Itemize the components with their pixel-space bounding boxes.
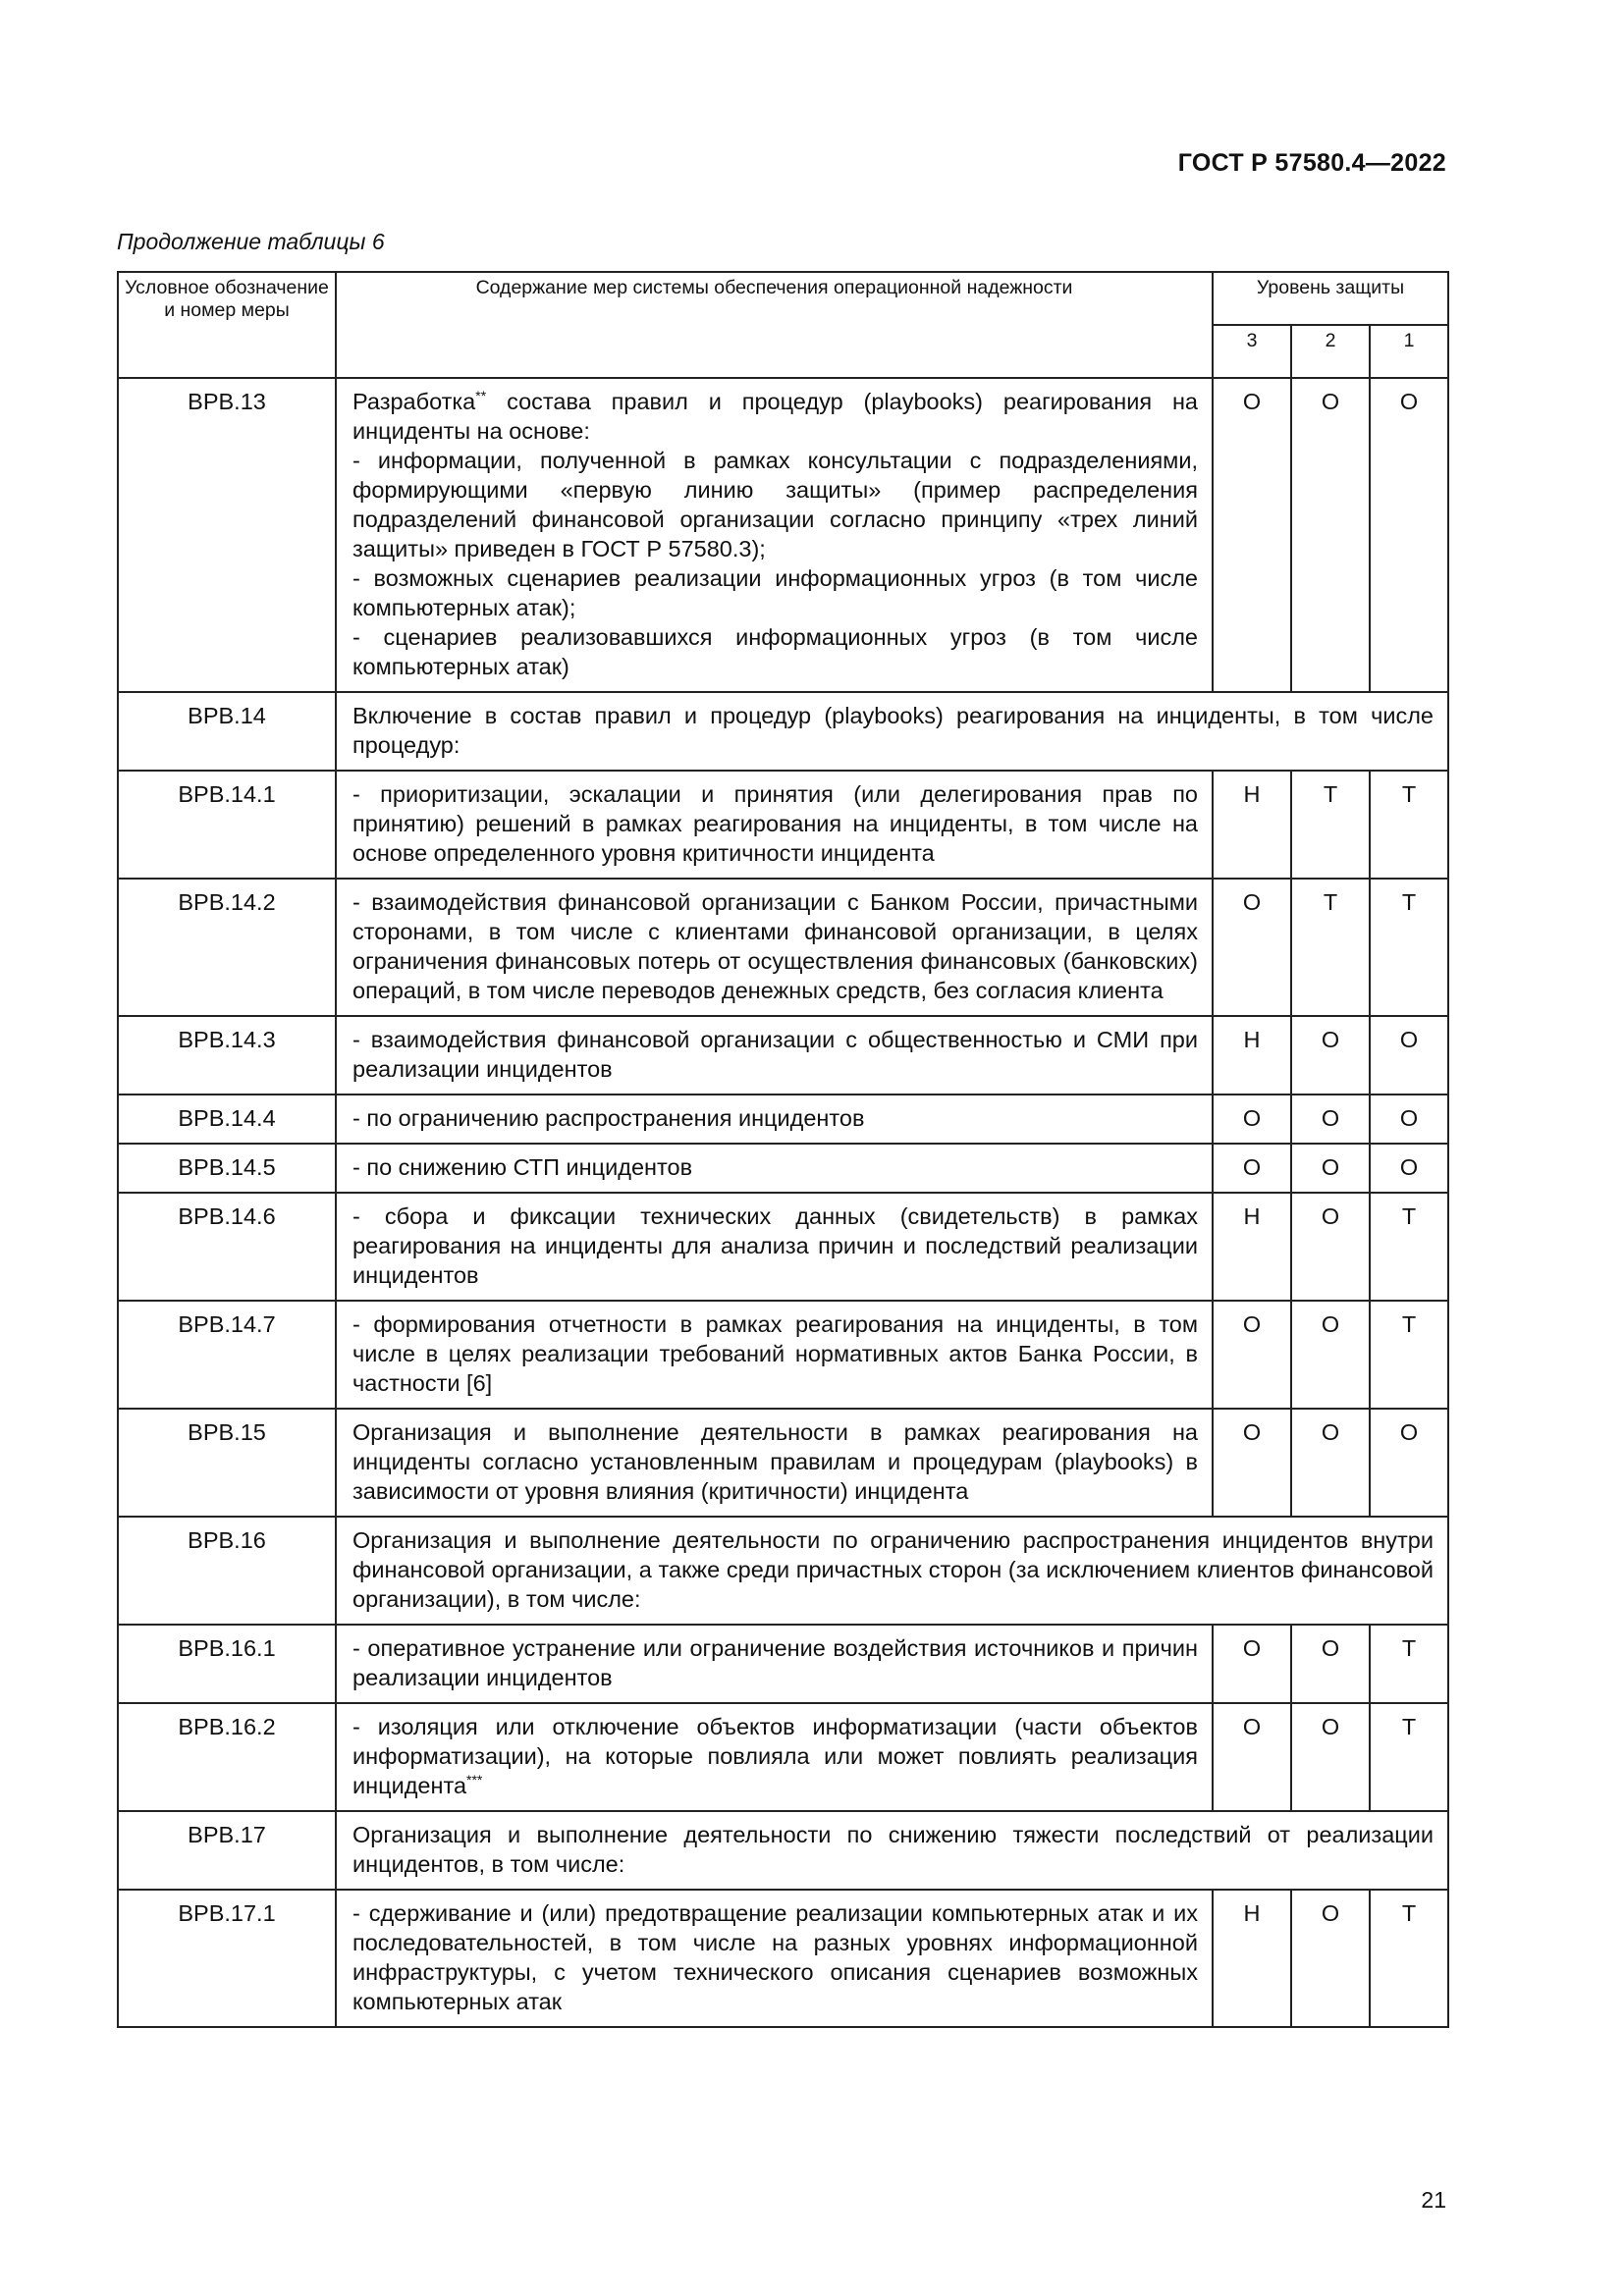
measure-text: - изоляция или отключение объектов информатизации (части объектов информатизации), на которые повлияла или может повлиять реализация инцидента [352,1714,1198,1798]
measure-text: - формирования отчетности в рамках реагирования на инциденты, в том числе в целях реализации требований нормативных актов Банка России, в частности [6] [352,1311,1198,1396]
level-3-value: Н [1213,771,1291,879]
measure-text: - сдерживание и (или) предотвращение реализации компьютерных атак и их последовательностей, в том числе на разных уровнях информационной инфраструктуры, с учетом технического описания сценариев возможных компьютерных атак [352,1900,1198,2014]
table-row [118,1890,1448,2027]
measure-text: - по ограничению распространения инцидентов [352,1105,865,1131]
page-number: 21 [1421,2187,1446,2213]
measure-code: ВРВ.16.2 [118,1703,336,1811]
measure-text: - сбора и фиксации технических данных (свидетельств) в рамках реагирования на инциденты для анализа причин и последствий реализации инцидентов [352,1203,1198,1288]
measure-code: ВРВ.14.2 [118,879,336,1016]
level-1-value: Т [1370,1890,1448,2027]
level-3-value: Н [1213,1016,1291,1095]
measure-code: ВРВ.14.5 [118,1144,336,1193]
header-level-1: 1 [1370,325,1448,378]
level-2-value: О [1291,1193,1370,1301]
level-1-value: Т [1370,1625,1448,1703]
level-2-value: О [1291,1890,1370,2027]
measure-content [336,1811,1448,1890]
measure-code: ВРВ.15 [118,1409,336,1517]
measure-content [336,378,1213,692]
measure-text: Включение в состав правил и процедур (playbooks) реагирования на инциденты, в том числе процедур: [352,703,1434,758]
table-row [118,1193,1448,1301]
table-row [118,1016,1448,1095]
measures-table [117,271,1449,2028]
table-row [118,879,1448,1016]
table-row [118,1703,1448,1811]
level-1-value: О [1370,1095,1448,1144]
level-2-value: Т [1291,771,1370,879]
measure-text: состава правил и процедур (playbooks) реагирования на инциденты на основе: - информации, полученной в рамках консультации с подразделениями, формирующими «первую линию защиты» (пример распределения подразделений финансовой организации согласно принципу «трех линий защиты» приведен в ГОСТ Р 57580.3); - возможных сценариев реализации информационных угроз (в том числе компьютерных атак); - сценариев реализовавшихся информационных угроз (в том числе компьютерных атак) [352,389,1198,679]
measure-content [336,1517,1448,1625]
measure-text: Организация и выполнение деятельности в рамках реагирования на инциденты согласно установленным правилам и процедурам (playbooks) в зависимости от уровня влияния (критичности) инцидента [352,1419,1198,1504]
level-1-value: О [1370,378,1448,692]
level-1-value: Т [1370,879,1448,1016]
table-row [118,1517,1448,1625]
measure-content [336,1890,1213,2027]
level-1-value: Т [1370,1301,1448,1409]
footnote-marker: ** [475,388,487,404]
level-3-value: О [1213,1144,1291,1193]
measure-code: ВРВ.14.4 [118,1095,336,1144]
measure-content [336,1301,1213,1409]
table-body [118,378,1448,2027]
measure-content [336,1409,1213,1517]
measure-content [336,771,1213,879]
table-row [118,1811,1448,1890]
header-content: Содержание мер системы обеспечения операционной надежности [336,272,1213,378]
table-row [118,1144,1448,1193]
level-1-value: О [1370,1144,1448,1193]
level-1-value: Т [1370,771,1448,879]
measure-code: ВРВ.13 [118,378,336,692]
measure-content [336,1016,1213,1095]
level-3-value: О [1213,1095,1291,1144]
measure-code: ВРВ.14.1 [118,771,336,879]
measure-text: - по снижению СТП инцидентов [352,1154,693,1180]
level-1-value: Т [1370,1193,1448,1301]
level-2-value: О [1291,1703,1370,1811]
measure-text-lead: Разработка [352,389,476,414]
measure-content [336,1193,1213,1301]
table-row [118,1625,1448,1703]
measure-content [336,1703,1213,1811]
measure-text: - взаимодействия финансовой организации с Банком России, причастными сторонами, в том числе с клиентами финансовой организации, в целях ограничения финансовых потерь от осуществления финансовых (банковских) операций, в том числе переводов денежных средств, без согласия клиента [352,889,1198,1003]
level-3-value: О [1213,1301,1291,1409]
level-3-value: О [1213,1625,1291,1703]
footnote-marker: *** [466,1772,483,1789]
header-level-2: 2 [1291,325,1370,378]
level-2-value: О [1291,1625,1370,1703]
level-2-value: Т [1291,879,1370,1016]
table-row [118,1095,1448,1144]
measure-content [336,692,1448,771]
table-row [118,1301,1448,1409]
table-row [118,378,1448,692]
table-row [118,1409,1448,1517]
table-caption: Продолжение таблицы 6 [117,229,385,254]
measure-code: ВРВ.14.6 [118,1193,336,1301]
level-3-value: Н [1213,1193,1291,1301]
measure-text: - оперативное устранение или ограничение воздействия источников и причин реализации инцидентов [352,1635,1198,1690]
level-3-value: О [1213,1703,1291,1811]
level-1-value: О [1370,1016,1448,1095]
header-code: Условное обозначение и номер меры [118,272,336,378]
level-2-value: О [1291,1409,1370,1517]
level-2-value: О [1291,1016,1370,1095]
level-2-value: О [1291,378,1370,692]
table-row [118,692,1448,771]
measure-content [336,1144,1213,1193]
table-row [118,771,1448,879]
header-level-3: 3 [1213,325,1291,378]
measure-code: ВРВ.14.7 [118,1301,336,1409]
measure-code: ВРВ.16 [118,1517,336,1625]
level-1-value: О [1370,1409,1448,1517]
measure-code: ВРВ.14 [118,692,336,771]
standard-code: ГОСТ Р 57580.4—2022 [1177,149,1446,177]
measure-text: Организация и выполнение деятельности по ограничению распространения инцидентов внутри финансовой организации, а также среди причастных сторон (за исключением клиентов финансовой организации), в том числе: [352,1527,1434,1612]
measure-text: - приоритизации, эскалации и принятия (или делегирования прав по принятию) решений в рамках реагирования на инциденты, в том числе на основе определенного уровня критичности инцидента [352,781,1198,866]
level-3-value: О [1213,378,1291,692]
measure-content [336,1625,1213,1703]
measure-content [336,879,1213,1016]
measure-text: Организация и выполнение деятельности по снижению тяжести последствий от реализации инцидентов, в том числе: [352,1822,1434,1877]
measure-text: - взаимодействия финансовой организации с общественностью и СМИ при реализации инцидентов [352,1027,1198,1082]
level-3-value: О [1213,879,1291,1016]
measure-code: ВРВ.14.3 [118,1016,336,1095]
level-3-value: О [1213,1409,1291,1517]
level-2-value: О [1291,1301,1370,1409]
level-3-value: Н [1213,1890,1291,2027]
header-protection-level: Уровень защиты [1213,272,1448,325]
level-2-value: О [1291,1095,1370,1144]
level-2-value: О [1291,1144,1370,1193]
measure-code: ВРВ.17.1 [118,1890,336,2027]
measure-code: ВРВ.16.1 [118,1625,336,1703]
measure-content [336,1095,1213,1144]
measure-code: ВРВ.17 [118,1811,336,1890]
level-1-value: Т [1370,1703,1448,1811]
